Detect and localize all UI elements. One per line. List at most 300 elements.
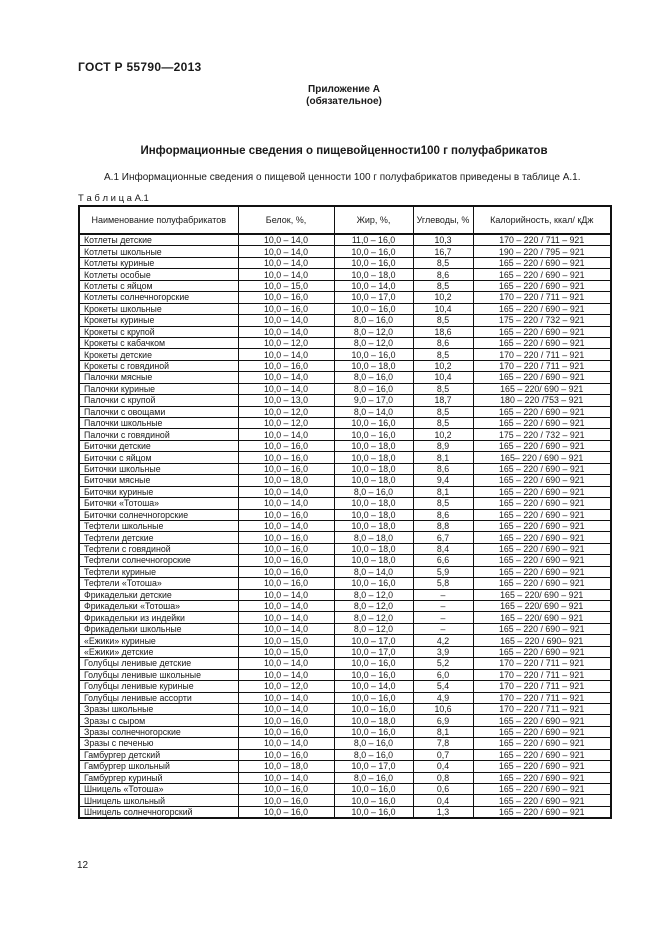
cell-calories: 165 – 220 / 690 – 921 bbox=[473, 784, 611, 795]
cell-calories: 175 – 220 / 732 – 921 bbox=[473, 429, 611, 440]
cell-fat: 10,0 – 16,0 bbox=[334, 658, 413, 669]
cell-fat: 8,0 – 12,0 bbox=[334, 589, 413, 600]
cell-protein: 10,0 – 14,0 bbox=[238, 612, 334, 623]
cell-protein: 10,0 – 16,0 bbox=[238, 566, 334, 577]
cell-fat: 10,0 – 18,0 bbox=[334, 440, 413, 451]
cell-fat: 10,0 – 18,0 bbox=[334, 498, 413, 509]
cell-calories: 165 – 220 / 690 – 921 bbox=[473, 761, 611, 772]
cell-calories: 180 – 220 /753 – 921 bbox=[473, 395, 611, 406]
cell-protein: 10,0 – 16,0 bbox=[238, 795, 334, 806]
cell-carbs: 6,0 bbox=[413, 669, 473, 680]
cell-carbs: 0,6 bbox=[413, 784, 473, 795]
cell-carbs: 8,6 bbox=[413, 509, 473, 520]
cell-calories: 165 – 220 / 690 – 921 bbox=[473, 715, 611, 726]
column-header-protein: Белок, %, bbox=[238, 206, 334, 234]
appendix-heading bbox=[78, 84, 610, 108]
table-row bbox=[79, 463, 611, 474]
cell-fat: 8,0 – 18,0 bbox=[334, 532, 413, 543]
page-number: 12 bbox=[77, 860, 89, 871]
cell-carbs: 10,4 bbox=[413, 303, 473, 314]
cell-calories: 165 – 220 / 690 – 921 bbox=[473, 532, 611, 543]
cell-name: Биточки солнечногорские bbox=[79, 509, 238, 520]
cell-fat: 10,0 – 16,0 bbox=[334, 703, 413, 714]
cell-carbs: 0,8 bbox=[413, 772, 473, 783]
cell-fat: 8,0 – 16,0 bbox=[334, 315, 413, 326]
cell-carbs: – bbox=[413, 612, 473, 623]
cell-protein: 10,0 – 16,0 bbox=[238, 726, 334, 737]
cell-protein: 10,0 – 14,0 bbox=[238, 349, 334, 360]
document-code: ГОСТ Р 55790—2013 bbox=[78, 60, 202, 74]
table-row bbox=[79, 360, 611, 371]
cell-name: Палочки школьные bbox=[79, 418, 238, 429]
cell-protein: 10,0 – 15,0 bbox=[238, 646, 334, 657]
cell-carbs: 5,9 bbox=[413, 566, 473, 577]
cell-fat: 8,0 – 12,0 bbox=[334, 337, 413, 348]
cell-fat: 11,0 – 16,0 bbox=[334, 234, 413, 246]
cell-name: Палочки с говядиной bbox=[79, 429, 238, 440]
table-row bbox=[79, 589, 611, 600]
cell-calories: 165 – 220 / 690 – 921 bbox=[473, 806, 611, 818]
cell-carbs: 8,6 bbox=[413, 463, 473, 474]
table-row bbox=[79, 326, 611, 337]
cell-protein: 10,0 – 14,0 bbox=[238, 269, 334, 280]
cell-calories: 165 – 220/ 690 – 921 bbox=[473, 601, 611, 612]
cell-protein: 10,0 – 12,0 bbox=[238, 406, 334, 417]
cell-protein: 10,0 – 16,0 bbox=[238, 784, 334, 795]
cell-protein: 10,0 – 16,0 bbox=[238, 532, 334, 543]
table-row bbox=[79, 246, 611, 257]
cell-fat: 8,0 – 12,0 bbox=[334, 326, 413, 337]
table-row bbox=[79, 646, 611, 657]
table-row bbox=[79, 532, 611, 543]
cell-calories: 165 – 220 / 690 – 921 bbox=[473, 475, 611, 486]
cell-protein: 10,0 – 16,0 bbox=[238, 749, 334, 760]
cell-fat: 8,0 – 16,0 bbox=[334, 372, 413, 383]
cell-calories: 165 – 220 / 690 – 921 bbox=[473, 406, 611, 417]
cell-carbs: 8,5 bbox=[413, 406, 473, 417]
cell-carbs: 8,1 bbox=[413, 726, 473, 737]
nutrition-table bbox=[78, 205, 612, 819]
cell-carbs: 8,5 bbox=[413, 418, 473, 429]
table-row bbox=[79, 578, 611, 589]
cell-fat: 8,0 – 16,0 bbox=[334, 772, 413, 783]
cell-fat: 10,0 – 16,0 bbox=[334, 692, 413, 703]
cell-carbs: 6,7 bbox=[413, 532, 473, 543]
cell-name: Зразы школьные bbox=[79, 703, 238, 714]
cell-name: Крокеты куриные bbox=[79, 315, 238, 326]
cell-carbs: – bbox=[413, 623, 473, 634]
cell-name: Палочки с овощами bbox=[79, 406, 238, 417]
cell-protein: 10,0 – 16,0 bbox=[238, 463, 334, 474]
cell-fat: 8,0 – 14,0 bbox=[334, 566, 413, 577]
cell-protein: 10,0 – 14,0 bbox=[238, 429, 334, 440]
cell-protein: 10,0 – 14,0 bbox=[238, 589, 334, 600]
cell-protein: 10,0 – 14,0 bbox=[238, 772, 334, 783]
cell-protein: 10,0 – 14,0 bbox=[238, 623, 334, 634]
cell-fat: 10,0 – 16,0 bbox=[334, 429, 413, 440]
cell-name: Голубцы ленивые куриные bbox=[79, 681, 238, 692]
cell-calories: 165 – 220 / 690 – 921 bbox=[473, 280, 611, 291]
cell-fat: 8,0 – 16,0 bbox=[334, 749, 413, 760]
cell-carbs: 10,2 bbox=[413, 429, 473, 440]
cell-name: Тефтели куриные bbox=[79, 566, 238, 577]
cell-carbs: 6,6 bbox=[413, 555, 473, 566]
column-header-name: Наименование полуфабрикатов bbox=[79, 206, 238, 234]
cell-fat: 10,0 – 18,0 bbox=[334, 509, 413, 520]
cell-protein: 10,0 – 15,0 bbox=[238, 635, 334, 646]
cell-calories: 165 – 220 / 690 – 921 bbox=[473, 566, 611, 577]
table-row bbox=[79, 795, 611, 806]
cell-name: Тефтели «Тотоша» bbox=[79, 578, 238, 589]
cell-calories: 165 – 220/ 690 – 921 bbox=[473, 589, 611, 600]
cell-fat: 10,0 – 16,0 bbox=[334, 795, 413, 806]
cell-calories: 170 – 220 / 711 – 921 bbox=[473, 349, 611, 360]
cell-carbs: 8,9 bbox=[413, 440, 473, 451]
cell-fat: 10,0 – 18,0 bbox=[334, 520, 413, 531]
table-row bbox=[79, 623, 611, 634]
cell-calories: 165 – 220 / 690 – 921 bbox=[473, 555, 611, 566]
cell-name: «Ежики» куриные bbox=[79, 635, 238, 646]
cell-name: Биточки детские bbox=[79, 440, 238, 451]
table-row bbox=[79, 738, 611, 749]
cell-carbs: 0,4 bbox=[413, 795, 473, 806]
cell-carbs: 9,4 bbox=[413, 475, 473, 486]
table-row bbox=[79, 635, 611, 646]
cell-calories: 165 – 220 / 690 – 921 bbox=[473, 749, 611, 760]
cell-name: Палочки мясные bbox=[79, 372, 238, 383]
cell-calories: 165– 220 / 690 – 921 bbox=[473, 452, 611, 463]
table-row bbox=[79, 601, 611, 612]
cell-name: Котлеты особые bbox=[79, 269, 238, 280]
cell-name: Гамбургер школьный bbox=[79, 761, 238, 772]
table-row bbox=[79, 784, 611, 795]
cell-protein: 10,0 – 15,0 bbox=[238, 280, 334, 291]
cell-carbs: 5,2 bbox=[413, 658, 473, 669]
cell-name: Крокеты с говядиной bbox=[79, 360, 238, 371]
cell-calories: 170 – 220 / 711 – 921 bbox=[473, 234, 611, 246]
cell-calories: 170 – 220 / 711 – 921 bbox=[473, 669, 611, 680]
cell-carbs: 8,5 bbox=[413, 257, 473, 268]
cell-name: Голубцы ленивые ассорти bbox=[79, 692, 238, 703]
cell-fat: 10,0 – 17,0 bbox=[334, 292, 413, 303]
cell-name: Шницель «Тотоша» bbox=[79, 784, 238, 795]
cell-name: Фрикадельки «Тотоша» bbox=[79, 601, 238, 612]
table-row bbox=[79, 498, 611, 509]
table-row bbox=[79, 452, 611, 463]
cell-calories: 165 – 220 / 690 – 921 bbox=[473, 623, 611, 634]
table-row bbox=[79, 440, 611, 451]
cell-calories: 165 – 220 / 690 – 921 bbox=[473, 326, 611, 337]
table-row bbox=[79, 269, 611, 280]
cell-name: Голубцы ленивые детские bbox=[79, 658, 238, 669]
cell-protein: 10,0 – 14,0 bbox=[238, 234, 334, 246]
cell-name: Биточки куриные bbox=[79, 486, 238, 497]
table-row bbox=[79, 349, 611, 360]
cell-calories: 170 – 220 / 711 – 921 bbox=[473, 360, 611, 371]
cell-calories: 165 – 220 / 690 – 921 bbox=[473, 440, 611, 451]
cell-protein: 10,0 – 14,0 bbox=[238, 658, 334, 669]
cell-fat: 10,0 – 18,0 bbox=[334, 452, 413, 463]
cell-fat: 10,0 – 16,0 bbox=[334, 349, 413, 360]
cell-carbs: – bbox=[413, 589, 473, 600]
cell-carbs: 3,9 bbox=[413, 646, 473, 657]
cell-fat: 10,0 – 16,0 bbox=[334, 418, 413, 429]
cell-protein: 10,0 – 16,0 bbox=[238, 440, 334, 451]
cell-protein: 10,0 – 14,0 bbox=[238, 246, 334, 257]
cell-name: «Ежики» детские bbox=[79, 646, 238, 657]
table-row bbox=[79, 749, 611, 760]
cell-fat: 10,0 – 16,0 bbox=[334, 257, 413, 268]
table-row bbox=[79, 257, 611, 268]
cell-calories: 165 – 220 / 690 – 921 bbox=[473, 372, 611, 383]
cell-calories: 165 – 220 / 690 – 921 bbox=[473, 646, 611, 657]
cell-protein: 10,0 – 14,0 bbox=[238, 257, 334, 268]
cell-name: Тефтели детские bbox=[79, 532, 238, 543]
table-row bbox=[79, 429, 611, 440]
cell-calories: 170 – 220 / 711 – 921 bbox=[473, 703, 611, 714]
cell-fat: 10,0 – 18,0 bbox=[334, 269, 413, 280]
cell-name: Зразы с сыром bbox=[79, 715, 238, 726]
table-row bbox=[79, 337, 611, 348]
cell-protein: 10,0 – 14,0 bbox=[238, 315, 334, 326]
cell-carbs: 0,4 bbox=[413, 761, 473, 772]
cell-calories: 170 – 220 / 711 – 921 bbox=[473, 692, 611, 703]
table-row bbox=[79, 612, 611, 623]
table-row bbox=[79, 543, 611, 554]
cell-calories: 165 – 220 / 690 – 921 bbox=[473, 486, 611, 497]
cell-calories: 165 – 220 / 690 – 921 bbox=[473, 269, 611, 280]
cell-protein: 10,0 – 14,0 bbox=[238, 498, 334, 509]
table-row bbox=[79, 715, 611, 726]
cell-protein: 10,0 – 12,0 bbox=[238, 337, 334, 348]
cell-name: Биточки мясные bbox=[79, 475, 238, 486]
column-header-fat: Жир, %, bbox=[334, 206, 413, 234]
cell-carbs: 7,8 bbox=[413, 738, 473, 749]
section-title: Информационные сведения о пищевойценности100 г полуфабрикатов bbox=[140, 145, 548, 157]
cell-name: Крокеты с кабачком bbox=[79, 337, 238, 348]
cell-calories: 190 – 220 / 795 – 921 bbox=[473, 246, 611, 257]
cell-name: Тефтели с говядиной bbox=[79, 543, 238, 554]
table-row bbox=[79, 761, 611, 772]
cell-calories: 165 – 220 / 690– 921 bbox=[473, 635, 611, 646]
cell-name: Зразы солнечногорские bbox=[79, 726, 238, 737]
cell-calories: 165 – 220 / 690 – 921 bbox=[473, 520, 611, 531]
table-row bbox=[79, 726, 611, 737]
cell-carbs: 8,5 bbox=[413, 498, 473, 509]
cell-fat: 10,0 – 18,0 bbox=[334, 543, 413, 554]
table-row bbox=[79, 418, 611, 429]
table-row bbox=[79, 303, 611, 314]
cell-protein: 10,0 – 14,0 bbox=[238, 520, 334, 531]
nutrition-table-header bbox=[79, 206, 611, 234]
table-row bbox=[79, 658, 611, 669]
cell-carbs: 18,7 bbox=[413, 395, 473, 406]
cell-calories: 170 – 220 / 711 – 921 bbox=[473, 292, 611, 303]
cell-name: Шницель школьный bbox=[79, 795, 238, 806]
cell-fat: 10,0 – 18,0 bbox=[334, 715, 413, 726]
cell-carbs: 10,2 bbox=[413, 360, 473, 371]
cell-protein: 10,0 – 16,0 bbox=[238, 303, 334, 314]
cell-carbs: 5,8 bbox=[413, 578, 473, 589]
column-header-carbs: Углеводы, % bbox=[413, 206, 473, 234]
cell-fat: 10,0 – 14,0 bbox=[334, 280, 413, 291]
cell-calories: 165 – 220 / 690 – 921 bbox=[473, 578, 611, 589]
cell-protein: 10,0 – 16,0 bbox=[238, 509, 334, 520]
cell-fat: 8,0 – 16,0 bbox=[334, 383, 413, 394]
cell-protein: 10,0 – 16,0 bbox=[238, 543, 334, 554]
cell-protein: 10,0 – 14,0 bbox=[238, 486, 334, 497]
cell-name: Котлеты куриные bbox=[79, 257, 238, 268]
cell-calories: 175 – 220 / 732 – 921 bbox=[473, 315, 611, 326]
cell-protein: 10,0 – 14,0 bbox=[238, 326, 334, 337]
intro-paragraph: А.1 Информационные сведения о пищевой ценности 100 г полуфабрикатов приведены в таблице А.1. bbox=[104, 172, 581, 183]
cell-fat: 10,0 – 16,0 bbox=[334, 303, 413, 314]
cell-fat: 10,0 – 16,0 bbox=[334, 726, 413, 737]
cell-calories: 165 – 220 / 690 – 921 bbox=[473, 498, 611, 509]
cell-protein: 10,0 – 12,0 bbox=[238, 418, 334, 429]
cell-carbs: 16,7 bbox=[413, 246, 473, 257]
table-row bbox=[79, 772, 611, 783]
table-row bbox=[79, 406, 611, 417]
table-row bbox=[79, 703, 611, 714]
cell-fat: 10,0 – 16,0 bbox=[334, 578, 413, 589]
cell-calories: 165 – 220/ 690 – 921 bbox=[473, 383, 611, 394]
cell-name: Биточки школьные bbox=[79, 463, 238, 474]
cell-name: Котлеты с яйцом bbox=[79, 280, 238, 291]
column-header-calories: Калорийность, ккал/ кДж bbox=[473, 206, 611, 234]
cell-name: Крокеты школьные bbox=[79, 303, 238, 314]
cell-name: Котлеты школьные bbox=[79, 246, 238, 257]
table-row bbox=[79, 806, 611, 818]
cell-carbs: 10,6 bbox=[413, 703, 473, 714]
cell-fat: 10,0 – 14,0 bbox=[334, 681, 413, 692]
cell-carbs: 8,1 bbox=[413, 486, 473, 497]
cell-carbs: 8,5 bbox=[413, 280, 473, 291]
cell-protein: 10,0 – 16,0 bbox=[238, 578, 334, 589]
cell-calories: 165 – 220 / 690 – 921 bbox=[473, 257, 611, 268]
cell-fat: 10,0 – 16,0 bbox=[334, 246, 413, 257]
table-row bbox=[79, 395, 611, 406]
cell-name: Гамбургер детский bbox=[79, 749, 238, 760]
nutrition-table-body bbox=[79, 234, 611, 818]
table-row bbox=[79, 669, 611, 680]
cell-carbs: 8,6 bbox=[413, 337, 473, 348]
table-row bbox=[79, 692, 611, 703]
cell-fat: 10,0 – 18,0 bbox=[334, 360, 413, 371]
cell-protein: 10,0 – 16,0 bbox=[238, 452, 334, 463]
table-row bbox=[79, 234, 611, 246]
cell-protein: 10,0 – 13,0 bbox=[238, 395, 334, 406]
cell-name: Котлеты солнечногорские bbox=[79, 292, 238, 303]
cell-carbs: 8,4 bbox=[413, 543, 473, 554]
cell-name: Шницель солнечногорский bbox=[79, 806, 238, 818]
cell-calories: 165 – 220 / 690 – 921 bbox=[473, 509, 611, 520]
cell-name: Крокеты с крупой bbox=[79, 326, 238, 337]
cell-protein: 10,0 – 18,0 bbox=[238, 761, 334, 772]
table-row bbox=[79, 520, 611, 531]
cell-calories: 165 – 220 / 690 – 921 bbox=[473, 738, 611, 749]
cell-protein: 10,0 – 14,0 bbox=[238, 692, 334, 703]
cell-carbs: 10,3 bbox=[413, 234, 473, 246]
cell-fat: 9,0 – 17,0 bbox=[334, 395, 413, 406]
cell-carbs: 8,6 bbox=[413, 269, 473, 280]
table-label: Т а б л и ц а А.1 bbox=[78, 193, 149, 204]
cell-protein: 10,0 – 14,0 bbox=[238, 738, 334, 749]
cell-carbs: 0,7 bbox=[413, 749, 473, 760]
cell-carbs: 18,6 bbox=[413, 326, 473, 337]
cell-protein: 10,0 – 14,0 bbox=[238, 601, 334, 612]
cell-calories: 165 – 220 / 690 – 921 bbox=[473, 303, 611, 314]
cell-protein: 10,0 – 16,0 bbox=[238, 292, 334, 303]
cell-calories: 165 – 220/ 690 – 921 bbox=[473, 612, 611, 623]
cell-fat: 8,0 – 12,0 bbox=[334, 601, 413, 612]
cell-carbs: 8,8 bbox=[413, 520, 473, 531]
table-row bbox=[79, 566, 611, 577]
table-row bbox=[79, 292, 611, 303]
cell-name: Биточки с яйцом bbox=[79, 452, 238, 463]
cell-fat: 8,0 – 16,0 bbox=[334, 738, 413, 749]
cell-carbs: 1,3 bbox=[413, 806, 473, 818]
cell-carbs: – bbox=[413, 601, 473, 612]
header-row bbox=[79, 206, 611, 234]
cell-fat: 8,0 – 12,0 bbox=[334, 612, 413, 623]
table-row bbox=[79, 475, 611, 486]
cell-name: Котлеты детские bbox=[79, 234, 238, 246]
cell-name: Тефтели солнечногорские bbox=[79, 555, 238, 566]
cell-calories: 165 – 220 / 690 – 921 bbox=[473, 337, 611, 348]
cell-fat: 10,0 – 18,0 bbox=[334, 475, 413, 486]
cell-protein: 10,0 – 16,0 bbox=[238, 555, 334, 566]
table-row bbox=[79, 509, 611, 520]
table-row bbox=[79, 486, 611, 497]
cell-protein: 10,0 – 12,0 bbox=[238, 681, 334, 692]
cell-name: Фрикадельки школьные bbox=[79, 623, 238, 634]
cell-carbs: 8,5 bbox=[413, 349, 473, 360]
table-row bbox=[79, 280, 611, 291]
cell-calories: 165 – 220 / 690 – 921 bbox=[473, 463, 611, 474]
table-row bbox=[79, 315, 611, 326]
cell-name: Фрикадельки детские bbox=[79, 589, 238, 600]
cell-carbs: 10,2 bbox=[413, 292, 473, 303]
cell-protein: 10,0 – 14,0 bbox=[238, 669, 334, 680]
cell-name: Палочки с крупой bbox=[79, 395, 238, 406]
cell-fat: 10,0 – 18,0 bbox=[334, 555, 413, 566]
cell-calories: 165 – 220 / 690 – 921 bbox=[473, 772, 611, 783]
cell-name: Биточки «Тотоша» bbox=[79, 498, 238, 509]
cell-calories: 165 – 220 / 690 – 921 bbox=[473, 418, 611, 429]
table-row bbox=[79, 555, 611, 566]
cell-name: Палочки куриные bbox=[79, 383, 238, 394]
cell-calories: 170 – 220 / 711 – 921 bbox=[473, 681, 611, 692]
cell-carbs: 6,9 bbox=[413, 715, 473, 726]
cell-protein: 10,0 – 18,0 bbox=[238, 475, 334, 486]
cell-carbs: 8,1 bbox=[413, 452, 473, 463]
cell-name: Гамбургер куриный bbox=[79, 772, 238, 783]
cell-fat: 10,0 – 17,0 bbox=[334, 761, 413, 772]
table-row bbox=[79, 372, 611, 383]
cell-fat: 8,0 – 12,0 bbox=[334, 623, 413, 634]
cell-protein: 10,0 – 16,0 bbox=[238, 360, 334, 371]
cell-name: Тефтели школьные bbox=[79, 520, 238, 531]
cell-carbs: 10,4 bbox=[413, 372, 473, 383]
cell-carbs: 8,5 bbox=[413, 383, 473, 394]
cell-carbs: 5,4 bbox=[413, 681, 473, 692]
cell-calories: 170 – 220 / 711 – 921 bbox=[473, 658, 611, 669]
cell-carbs: 4,9 bbox=[413, 692, 473, 703]
cell-fat: 10,0 – 17,0 bbox=[334, 646, 413, 657]
cell-fat: 8,0 – 14,0 bbox=[334, 406, 413, 417]
cell-name: Зразы с печенью bbox=[79, 738, 238, 749]
